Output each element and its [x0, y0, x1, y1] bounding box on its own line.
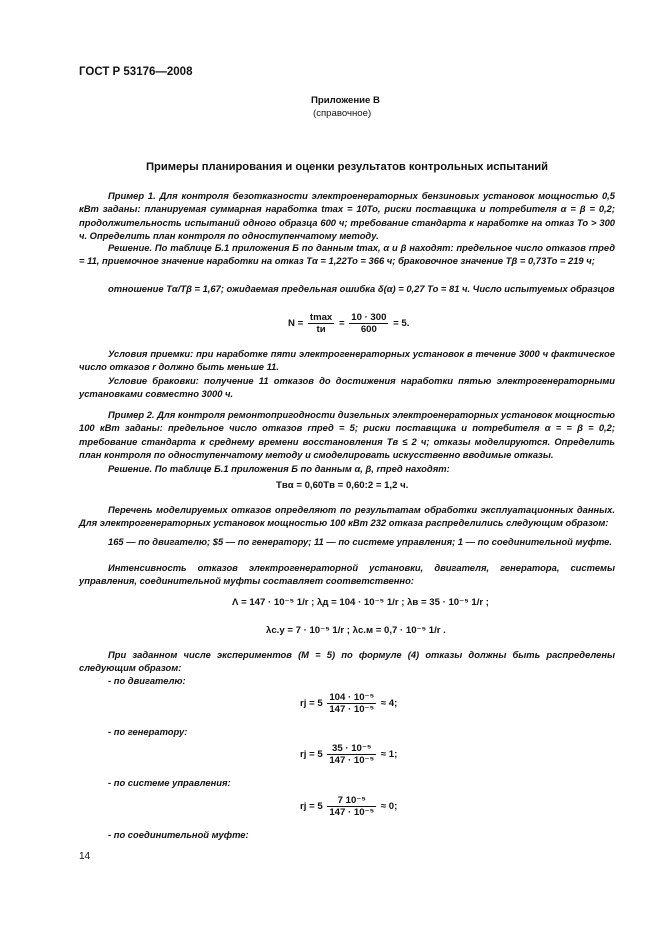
formula-tb: Tвα = 0,60Tв = 0,60:2 = 1,2 ч. [276, 480, 409, 491]
formula-r-control-numerator: 7 10⁻⁵ [327, 795, 376, 807]
formula-r-engine-fraction [327, 692, 376, 715]
formula-n-denominator-1: tи [316, 324, 326, 335]
list-label-engine: - по двигателю: [108, 675, 186, 686]
list-label-coupling: - по соединительной муфте: [108, 829, 249, 840]
paragraph-solution-2: Решение. По таблице Б.1 приложения Б по данным α, β, rпред находят: [108, 463, 450, 474]
formula-r-engine-result: ≈ 4; [380, 698, 398, 710]
section-title: Примеры планирования и оценки результатов контрольных испытаний [146, 161, 549, 173]
formula-r-control-result: ≈ 0; [380, 801, 398, 813]
paragraph-rejection: Условие браковки: получение 11 отказов до достижения наработки пятью электрогенераторными установками совместно 3000 ч. [79, 375, 615, 400]
formula-r-generator [300, 743, 397, 766]
formula-n-lhs: N = [288, 318, 304, 330]
formula-r-engine-denominator: 147 · 10⁻⁵ [329, 704, 375, 715]
formula-n-denominator-2: 600 [360, 324, 377, 335]
page-number: 14 [79, 851, 91, 862]
formula-r-generator-lhs: rj = 5 [300, 749, 323, 761]
formula-n-numerator-1: tmax [309, 312, 333, 323]
appendix-subtitle: (справочное) [313, 108, 372, 119]
document-id: ГОСТ Р 53176—2008 [79, 66, 193, 78]
paragraph-ratio: отношение Tα/Tβ = 1,67; ожидаемая предельная ошибка δ(α) = 0,27 To = 81 ч. Число испытуемых образцов [108, 283, 615, 294]
paragraph-example-2: Пример 2. Для контроля ремонтопригодности дизельных электроенераторных установок мощностью 100 кВт заданы: предельное число отказов rпред = 5; риски поставщика и потребителя α = = β = 0,2; требование стандарта к среднему времени восстановления Tв ≤ 2 ч; отказы моделируются. Определить план контроля по одноступенчатому методу и смоделировать искусственно вводимые отказы. [79, 409, 615, 460]
formula-r-control-denominator: 147 · 10⁻⁵ [329, 807, 375, 818]
formula-sample-count [288, 312, 409, 335]
paragraph-example-1: Пример 1. Для контроля безотказности электроенераторных бензиновых установок мощностью 0,5 кВт заданы: планируемая суммарная наработка tmax = 10To, риски поставщика и потребителя α = β = 0,2; продолжительность испытаний одного образца 600 ч; требование стандарта к наработке на отказ To > 300 ч. Определить план контроля по одноступенчатому методу. [79, 190, 615, 241]
formula-r-generator-numerator: 35 · 10⁻⁵ [327, 743, 376, 755]
formula-r-generator-result: ≈ 1; [380, 749, 398, 761]
formula-n-eq: = [338, 318, 345, 330]
formula-lambda-line-1: Λ = 147 · 10⁻⁵ 1/r ; λд = 104 · 10⁻⁵ 1/r ; λв = 35 · 10⁻⁵ 1/r ; [232, 597, 489, 608]
formula-r-control-system [300, 795, 397, 818]
formula-lambda-line-2: λс.у = 7 · 10⁻⁵ 1/r ; λс.м = 0,7 · 10⁻⁵ 1/r . [266, 625, 446, 636]
paragraph-acceptance: Условия приемки: при наработке пяти электрогенераторных установок в течение 3000 ч фактическое число отказов r должно быть меньше 11. [79, 348, 615, 373]
paragraph-distribution: 165 — по двигателю; $5 — по генератору; 11 — по системе управления; 1 — по соединительной муфте. [108, 536, 612, 547]
paragraph-experiments: При заданном числе экспериментов (M = 5) по формуле (4) отказы должны быть распределены следующим образом: [79, 649, 615, 674]
formula-r-control-fraction [327, 795, 376, 818]
formula-r-generator-fraction [327, 743, 376, 766]
formula-r-control-lhs: rj = 5 [300, 801, 323, 813]
formula-n-fraction-2 [349, 312, 388, 335]
list-label-generator: - по генератору: [108, 726, 188, 737]
formula-r-generator-denominator: 147 · 10⁻⁵ [329, 755, 375, 766]
formula-n-fraction-1 [308, 312, 334, 335]
formula-r-engine [300, 692, 397, 715]
formula-n-result: = 5. [393, 318, 410, 330]
paragraph-solution-1: Решение. По таблице Б.1 приложения Б по данным tmax, α и β находят: предельное число отказов rпред = 11, приемочное значение наработки на отказ Tα = 1,22To = 366 ч; браковочное значение Tβ = 0,73To = 219 ч; [79, 242, 615, 267]
formula-n-numerator-2: 10 · 300 [351, 312, 387, 323]
formula-r-engine-lhs: rj = 5 [300, 698, 323, 710]
formula-r-engine-numerator: 104 · 10⁻⁵ [329, 692, 375, 703]
paragraph-failure-list: Перечень моделируемых отказов определяют по результатам обработки эксплуатационных данных. Для электрогенераторных установок мощностью 100 кВт 232 отказа распределились следующим образом: [79, 504, 615, 529]
paragraph-intensity: Интенсивность отказов электрогенераторной установки, двигателя, генератора, системы управления, соединительной муфты составляет соответственно: [79, 562, 615, 587]
list-label-control-system: - по системе управления: [108, 777, 231, 788]
appendix-title: Приложение В [311, 95, 380, 106]
